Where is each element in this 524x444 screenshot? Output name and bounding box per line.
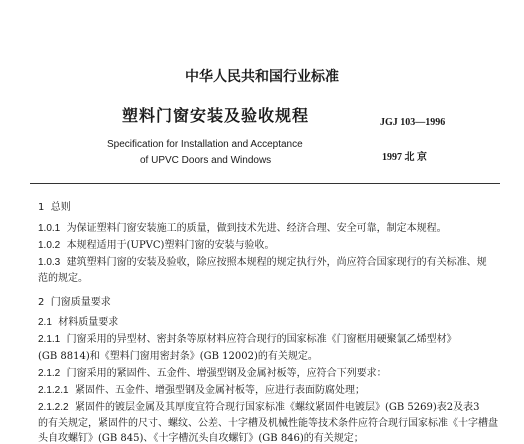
clause-number: 1.0.3 bbox=[38, 257, 61, 268]
clause-number: 1.0.2 bbox=[38, 240, 61, 251]
clause-text: 本规程适用于(UPVC)塑料门窗的安装与验收。 bbox=[66, 240, 275, 251]
publication-date-place: 1997 北 京 bbox=[382, 152, 427, 163]
section-heading-1 bbox=[38, 198, 71, 213]
standard-code: JGJ 103—1996 bbox=[380, 117, 446, 128]
english-title-line-2: of UPVC Doors and Windows bbox=[140, 155, 272, 166]
clause-text: 为保证塑料门窗安装施工的质量，做到技术先进、经济合理、安全可靠，制定本规程。 bbox=[66, 223, 447, 234]
clause-text: 门窗采用的紧固件、五金件、增强型钢及金属衬板等，应符合下列要求： bbox=[66, 368, 387, 379]
clause-number: 2.1.2 bbox=[38, 368, 61, 379]
section-title: 门窗质量要求 bbox=[50, 297, 111, 308]
clause-text: 建筑塑料门窗的安装及验收，除应按照本规程的规定执行外，尚应符合国家现行的有关标准、规 bbox=[66, 257, 487, 268]
section-number: 2 bbox=[38, 297, 45, 308]
clause-2-1-2-2 bbox=[38, 398, 479, 413]
clause-number: 1.0.1 bbox=[38, 223, 61, 234]
clause-number: 2.1.2.1 bbox=[38, 385, 69, 396]
clause-2-1 bbox=[38, 313, 118, 328]
clause-text: 材料质量要求 bbox=[58, 317, 119, 328]
section-title: 总则 bbox=[50, 202, 71, 213]
clause-2-1-2 bbox=[38, 364, 387, 379]
section-number: 1 bbox=[38, 202, 45, 213]
clause-text: 紧固件的镀层金属及其厚度宜符合现行国家标准《螺纹紧固件电镀层》(GB 5269)表2及表3 bbox=[74, 402, 480, 413]
section-heading-2 bbox=[38, 293, 111, 308]
clause-1-0-3 bbox=[38, 253, 487, 268]
clause-number: 2.1.1 bbox=[38, 334, 61, 345]
english-title-line-1: Specification for Installation and Acceptance bbox=[107, 139, 303, 150]
clause-2-1-2-1 bbox=[38, 381, 365, 396]
clause-2-1-2-2-continued-2: 头自攻螺钉》(GB 845)、《十字槽沉头自攻螺钉》(GB 846)的有关规定； bbox=[38, 433, 364, 444]
clause-2-1-2-2-continued: 的有关规定，紧固件的尺寸、螺纹、公差、十字槽及机械性能等技术条件应符合现行国家标准《十字槽盘 bbox=[38, 418, 498, 429]
clause-1-0-2 bbox=[38, 236, 274, 251]
document-title: 塑料门窗安装及验收规程 bbox=[122, 106, 310, 125]
clause-1-0-3-continued: 范的规定。 bbox=[38, 273, 88, 284]
clause-1-0-1 bbox=[38, 219, 447, 234]
clause-2-1-1 bbox=[38, 330, 457, 345]
clause-number: 2.1.2.2 bbox=[38, 402, 69, 413]
clause-text: 紧固件、五金件、增强型钢及金属衬板等，应进行表面防腐处理； bbox=[74, 385, 365, 396]
clause-number: 2.1 bbox=[38, 317, 52, 328]
clause-2-1-1-continued: (GB 8814)和《塑料门窗用密封条》(GB 12002)的有关规定。 bbox=[38, 351, 318, 362]
clause-text: 门窗采用的异型材、密封条等原材料应符合现行的国家标准《门窗框用硬聚氯乙烯型材》 bbox=[66, 334, 457, 345]
header-divider bbox=[30, 183, 500, 184]
standard-category-title: 中华人民共和国行业标准 bbox=[185, 69, 339, 85]
